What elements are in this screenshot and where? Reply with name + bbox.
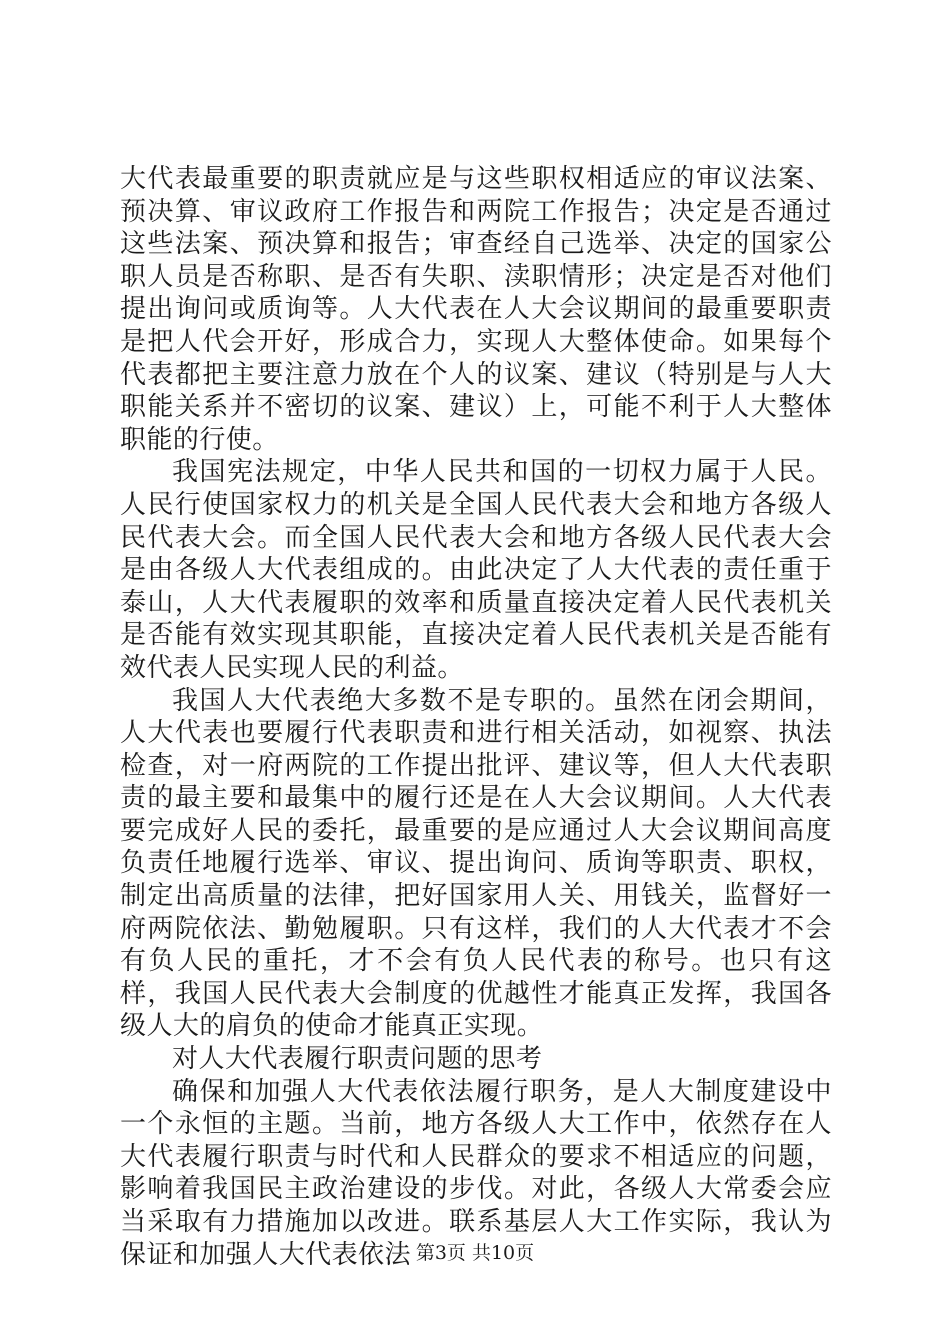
paragraph-ensuring-duties: 确保和加强人大代表依法履行职务，是人大制度建设中一个永恒的主题。当前，地方各级人大工作中，依然存在人大代表履行职责与时代和人民群众的要求不相适应的问题，影响着我国民主政治建设的步伐。对此，各级人大常委会应当采取有力措施加以改进。联系基层人大工作实际，我认为保证和加强人大代表依法: [120, 1076, 832, 1270]
section-heading: 对人大代表履行职责问题的思考: [172, 1044, 543, 1075]
document-body: [120, 163, 832, 1271]
paragraph-constitution: 我国宪法规定，中华人民共和国的一切权力属于人民。人民行使国家权力的机关是全国人民代表大会和地方各级人民代表大会。而全国人民代表大会和地方各级人民代表大会是由各级人大代表组成的。由此决定了人大代表的责任重于泰山，人大代表履职的效率和质量直接决定着人民代表机关是否能有效实现其职能，直接决定着人民代表机关是否能有效代表人民实现人民的利益。: [120, 457, 832, 683]
paragraph-part-time-deputies: 我国人大代表绝大多数不是专职的。虽然在闭会期间，人大代表也要履行代表职责和进行相关活动，如视察、执法检查，对一府两院的工作提出批评、建议等，但人大代表职责的最主要和最集中的履行还是在人大会议期间。人大代表要完成好人民的委托，最重要的是应通过人大会议期间高度负责任地履行选举、审议、提出询问、质询等职责、职权，制定出高质量的法律，把好国家用人关、用钱关，监督好一府两院依法、勤勉履职。只有这样，我们的人大代表才不会有负人民的重托，才不会有负人民代表的称号。也只有这样，我国人民代表大会制度的优越性才能真正发挥，我国各级人大的肩负的使命才能真正实现。: [120, 685, 832, 1042]
paragraph-continued: 大代表最重要的职责就应是与这些职权相适应的审议法案、预决算、审议政府工作报告和两院工作报告；决定是否通过这些法案、预决算和报告；审查经自己选举、决定的国家公职人员是否称职、是否有失职、渎职情形；决定是否对他们提出询问或质询等。人大代表在人大会议期间的最重要职责是把人代会开好，形成合力，实现人大整体使命。如果每个代表都把主要注意力放在个人的议案、建议（特别是与人大职能关系并不密切的议案、建议）上，可能不利于人大整体职能的行使。: [120, 164, 832, 455]
page-number-footer: 第3页 共10页: [415, 1242, 535, 1264]
